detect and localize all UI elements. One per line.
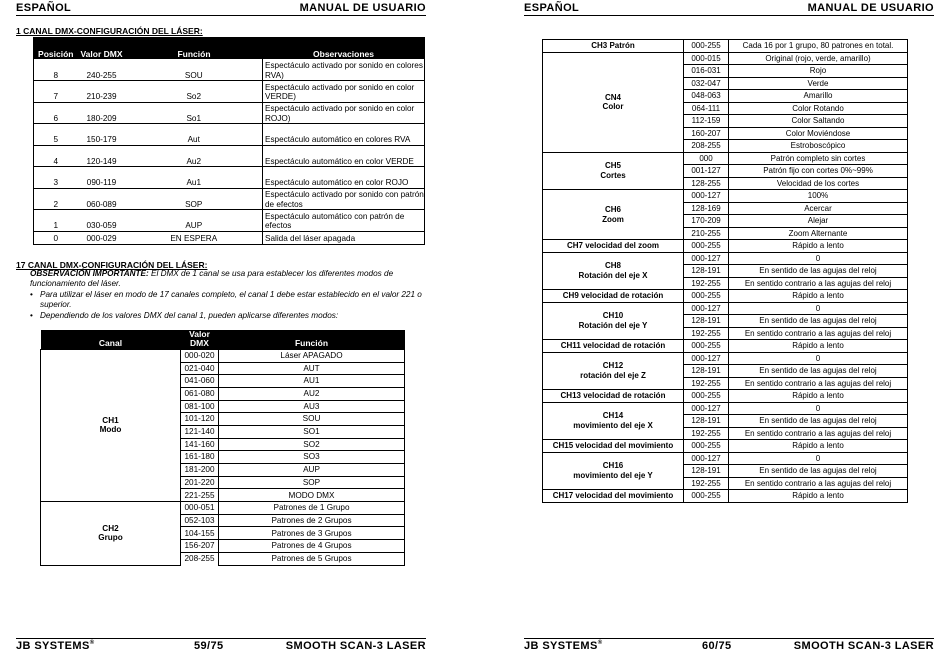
- dmx-value-cell: 192-255: [684, 277, 729, 290]
- dmx-value-cell: 000-029: [78, 231, 126, 244]
- right-page: [524, 0, 934, 654]
- channel-cell: [543, 490, 684, 503]
- page-number: 59/75: [194, 640, 224, 652]
- function-cell: Estroboscópico: [729, 140, 908, 153]
- dmx-value-cell: 000-255: [684, 440, 729, 453]
- channel-cell: [543, 52, 684, 152]
- dmx-value-cell: 000-127: [684, 302, 729, 315]
- page-footer: [16, 640, 426, 654]
- dmx-value-cell: 000-255: [684, 340, 729, 353]
- channel-cell: [543, 340, 684, 353]
- function-cell: SO1: [219, 425, 405, 438]
- function-cell: Patrones de 1 Grupo: [219, 502, 405, 515]
- table-row: [543, 302, 908, 315]
- header-divider: [524, 15, 934, 16]
- function-cell: Acercar: [729, 202, 908, 215]
- function-cell: AU3: [219, 400, 405, 413]
- observation-cell: Espectáculo automático en color ROJO: [263, 167, 425, 189]
- dmx-value-cell: 128-191: [684, 265, 729, 278]
- channel-cell: [543, 352, 684, 390]
- position-cell: 2: [34, 188, 78, 210]
- function-cell: Verde: [729, 77, 908, 90]
- function-cell: Rápido a lento: [729, 290, 908, 303]
- position-cell: 3: [34, 167, 78, 189]
- bullet-icon: •: [30, 311, 33, 320]
- function-cell: SOU: [219, 413, 405, 426]
- header-language: ESPAÑOL: [16, 2, 72, 14]
- dmx-value-cell: 032-047: [684, 77, 729, 90]
- footer-product: SMOOTH SCAN-3 LASER: [285, 640, 426, 652]
- function-cell: Rápido a lento: [729, 390, 908, 403]
- dmx-value-cell: 000-015: [684, 52, 729, 65]
- function-cell: Patrón fijo con cortes 0%~99%: [729, 165, 908, 178]
- function-cell: So1: [126, 102, 263, 124]
- function-cell: Aut: [126, 124, 263, 146]
- note-label: OBSERVACIÓN IMPORTANTE:: [30, 269, 149, 278]
- function-cell: SOU: [126, 59, 263, 81]
- function-cell: 0: [729, 402, 908, 415]
- channel-cell: [543, 252, 684, 290]
- function-cell: Patrones de 2 Grupos: [219, 514, 405, 527]
- function-cell: Color Rotando: [729, 102, 908, 115]
- function-cell: Original (rojo, verde, amarillo): [729, 52, 908, 65]
- function-cell: En sentido de las agujas del reloj: [729, 465, 908, 478]
- page-footer: [524, 640, 934, 654]
- table-row: [543, 240, 908, 253]
- function-cell: Amarillo: [729, 90, 908, 103]
- channel-cell: [543, 452, 684, 490]
- dmx-value-cell: 000-127: [684, 252, 729, 265]
- channel-name: movimiento del eje Y: [573, 470, 653, 480]
- channel-id: CH10: [602, 311, 624, 321]
- channel-cell: [543, 190, 684, 240]
- table-row: [34, 81, 425, 103]
- table-row: [543, 452, 908, 465]
- table-row: [34, 59, 425, 81]
- function-cell: En sentido de las agujas del reloj: [729, 415, 908, 428]
- one-channel-table: [33, 37, 425, 245]
- channel-name: Color: [602, 102, 624, 111]
- page-number: 60/75: [702, 640, 732, 652]
- dmx-value-cell: 000-127: [684, 402, 729, 415]
- channel-id: CH9 velocidad de rotación: [562, 291, 664, 301]
- position-cell: 1: [34, 210, 78, 232]
- dmx-value-cell: 021-040: [181, 362, 219, 375]
- dmx-value-cell: 192-255: [684, 477, 729, 490]
- function-cell: 100%: [729, 190, 908, 203]
- bullet-icon: •: [30, 290, 33, 299]
- channel-cell: [41, 349, 181, 501]
- dmx-value-cell: 128-169: [684, 202, 729, 215]
- table-row: [543, 290, 908, 303]
- table-row: [543, 352, 908, 365]
- dmx-value-cell: 000: [684, 152, 729, 165]
- dmx-value-cell: 048-063: [684, 90, 729, 103]
- dmx-value-cell: 170-209: [684, 215, 729, 228]
- dmx-value-cell: 141-160: [181, 438, 219, 451]
- function-cell: 0: [729, 452, 908, 465]
- function-cell: En sentido de las agujas del reloj: [729, 365, 908, 378]
- dmx-value-cell: 064-111: [684, 102, 729, 115]
- table-row: [543, 402, 908, 415]
- channel-id: CH6: [604, 205, 621, 215]
- function-cell: Rápido a lento: [729, 490, 908, 503]
- dmx-value-cell: 041-060: [181, 375, 219, 388]
- channel-id: CH7 velocidad del zoom: [566, 241, 660, 251]
- dmx-value-cell: 120-149: [78, 145, 126, 167]
- col-header-channel: Canal: [41, 330, 181, 349]
- channel-id: CH13 velocidad de rotación: [560, 391, 666, 401]
- table-row: [34, 231, 425, 244]
- page-header: [16, 2, 426, 16]
- dmx-value-cell: 000-255: [684, 240, 729, 253]
- footer-divider: [524, 638, 934, 639]
- function-cell: Láser APAGADO: [219, 349, 405, 362]
- channel-id: CH16: [602, 461, 624, 471]
- table-row: [543, 340, 908, 353]
- observation-cell: Espectáculo activado por sonido en colores RVA): [263, 59, 425, 81]
- channel-cell: [543, 390, 684, 403]
- bullet-item: [30, 311, 426, 321]
- function-cell: Cada 16 por 1 grupo, 80 patrones en total.: [729, 40, 908, 53]
- function-cell: Au2: [126, 145, 263, 167]
- function-cell: AUP: [126, 210, 263, 232]
- function-cell: AUT: [219, 362, 405, 375]
- dmx-value-cell: 240-255: [78, 59, 126, 81]
- channel-cell: [41, 502, 181, 565]
- function-cell: Rápido a lento: [729, 240, 908, 253]
- dmx-value-cell: 201-220: [181, 476, 219, 489]
- dmx-value-cell: 000-255: [684, 490, 729, 503]
- function-cell: 0: [729, 302, 908, 315]
- function-cell: AU2: [219, 387, 405, 400]
- dmx-value-cell: 208-255: [181, 552, 219, 565]
- function-cell: EN ESPERA: [126, 231, 263, 244]
- function-cell: En sentido contrario a las agujas del reloj: [729, 327, 908, 340]
- dmx-value-cell: 180-209: [78, 102, 126, 124]
- channel-name: rotación del eje Z: [580, 370, 646, 380]
- dmx-value-cell: 121-140: [181, 425, 219, 438]
- dmx-value-cell: 000-127: [684, 190, 729, 203]
- function-cell: Color Moviéndose: [729, 127, 908, 140]
- function-cell: Patrón completo sin cortes: [729, 152, 908, 165]
- dmx-value-cell: 000-051: [181, 502, 219, 515]
- bullet-text: Dependiendo de los valores DMX del canal 1, pueden aplicarse diferentes modos:: [40, 311, 339, 320]
- footer-brand: JB SYSTEMS®: [524, 640, 603, 652]
- dmx-value-cell: 104-155: [181, 527, 219, 540]
- table-row: [34, 167, 425, 189]
- left-page: [16, 0, 426, 654]
- table-row: [41, 502, 405, 515]
- function-cell: AU1: [219, 375, 405, 388]
- dmx-value-cell: 016-031: [684, 65, 729, 78]
- dmx-value-cell: 081-100: [181, 400, 219, 413]
- channel-name: Rotación del eje X: [578, 270, 648, 280]
- channel-id: CH11 velocidad de rotación: [560, 341, 666, 351]
- table-row: [34, 145, 425, 167]
- dmx-value-cell: 112-159: [684, 115, 729, 128]
- channel-name: Zoom: [602, 214, 624, 224]
- dmx-value-cell: 090-119: [78, 167, 126, 189]
- function-cell: Rápido a lento: [729, 440, 908, 453]
- channel-id: CH12: [602, 361, 624, 371]
- section-1-channel-title: 1 CANAL DMX-CONFIGURACIÓN DEL LÁSER:: [16, 26, 203, 36]
- observation-cell: Espectáculo activado por sonido en color VERDE): [263, 81, 425, 103]
- function-cell: En sentido contrario a las agujas del reloj: [729, 277, 908, 290]
- col-header-position: Posición: [34, 37, 78, 59]
- position-cell: 5: [34, 124, 78, 146]
- dmx-value-cell: 060-089: [78, 188, 126, 210]
- dmx-value-cell: 061-080: [181, 387, 219, 400]
- function-cell: Zoom Alternante: [729, 227, 908, 240]
- dmx-value-cell: 150-179: [78, 124, 126, 146]
- function-cell: MODO DMX: [219, 489, 405, 502]
- function-cell: En sentido contrario a las agujas del reloj: [729, 377, 908, 390]
- dmx-value-cell: 160-207: [684, 127, 729, 140]
- position-cell: 0: [34, 231, 78, 244]
- dmx-value-cell: 128-191: [684, 415, 729, 428]
- table-row: [34, 102, 425, 124]
- header-divider: [16, 15, 426, 16]
- function-cell: AUP: [219, 464, 405, 477]
- function-cell: Rojo: [729, 65, 908, 78]
- channel-cell: [543, 440, 684, 453]
- channel-id: CH2: [102, 523, 119, 533]
- page-header: [524, 2, 934, 16]
- position-cell: 6: [34, 102, 78, 124]
- dmx-value-cell: 128-255: [684, 177, 729, 190]
- channel-name: Rotación del eje Y: [578, 320, 648, 330]
- seventeen-channel-table-ch1-ch2: [40, 330, 405, 566]
- dmx-value-cell: 000-255: [684, 290, 729, 303]
- col-header-dmx-value: Valor DMX: [181, 330, 219, 349]
- header-manual-title: MANUAL DE USUARIO: [299, 2, 426, 14]
- dmx-value-cell: 181-200: [181, 464, 219, 477]
- function-cell: SOP: [126, 188, 263, 210]
- channel-id: CH14: [602, 411, 624, 421]
- table-row: [543, 390, 908, 403]
- function-cell: Velocidad de los cortes: [729, 177, 908, 190]
- important-note: [30, 269, 426, 288]
- function-cell: Alejar: [729, 215, 908, 228]
- channel-id: CH17 velocidad del movimiento: [552, 491, 674, 501]
- function-cell: Au1: [126, 167, 263, 189]
- channel-id: CH8: [604, 261, 621, 271]
- function-cell: En sentido de las agujas del reloj: [729, 265, 908, 278]
- table-row: [543, 152, 908, 165]
- dmx-value-cell: 128-191: [684, 465, 729, 478]
- dmx-value-cell: 128-191: [684, 365, 729, 378]
- header-manual-title: MANUAL DE USUARIO: [807, 2, 934, 14]
- channels-3-17-table: [542, 39, 908, 503]
- channel-cell: [543, 302, 684, 340]
- position-cell: 4: [34, 145, 78, 167]
- observation-cell: Espectáculo activado por sonido con patrón de efectos: [263, 188, 425, 210]
- position-cell: 8: [34, 59, 78, 81]
- dmx-value-cell: 208-255: [684, 140, 729, 153]
- col-header-observations: Observaciones: [263, 37, 425, 59]
- dmx-value-cell: 052-103: [181, 514, 219, 527]
- channel-id: CH1: [102, 416, 119, 426]
- col-header-function: Función: [126, 37, 263, 59]
- channel-id: CN4: [604, 92, 621, 102]
- dmx-value-cell: 000-020: [181, 349, 219, 362]
- section-17-channel-title: 17 CANAL DMX-CONFIGURACIÓN DEL LÁSER:: [16, 260, 208, 270]
- observation-cell: Salida del láser apagada: [263, 231, 425, 244]
- observation-cell: Espectáculo automático en color VERDE: [263, 145, 425, 167]
- function-cell: SOP: [219, 476, 405, 489]
- table-row: [543, 190, 908, 203]
- footer-divider: [16, 638, 426, 639]
- table-row: [543, 40, 908, 53]
- table-row: [543, 252, 908, 265]
- channel-cell: [543, 40, 684, 53]
- table-row: [34, 188, 425, 210]
- function-cell: En sentido contrario a las agujas del reloj: [729, 477, 908, 490]
- function-cell: So2: [126, 81, 263, 103]
- function-cell: Patrones de 3 Grupos: [219, 527, 405, 540]
- col-header-dmx-value: Valor DMX: [78, 37, 126, 59]
- channel-cell: [543, 402, 684, 440]
- table-row: [543, 440, 908, 453]
- dmx-value-cell: 000-255: [684, 40, 729, 53]
- dmx-value-cell: 000-127: [684, 452, 729, 465]
- note-text: El DMX de 1 canal se usa para establecer los diferentes modos de funcionamiento del láser.: [30, 269, 394, 288]
- dmx-value-cell: 128-191: [684, 315, 729, 328]
- function-cell: SO3: [219, 451, 405, 464]
- function-cell: Rápido a lento: [729, 340, 908, 353]
- table-row: [543, 490, 908, 503]
- channel-name: Grupo: [98, 533, 123, 543]
- table-row: [41, 349, 405, 362]
- position-cell: 7: [34, 81, 78, 103]
- channel-id: CH5: [604, 161, 621, 171]
- dmx-value-cell: 210-239: [78, 81, 126, 103]
- dmx-value-cell: 221-255: [181, 489, 219, 502]
- function-cell: Color Saltando: [729, 115, 908, 128]
- channel-name: Cortes: [600, 170, 626, 180]
- dmx-value-cell: 030-059: [78, 210, 126, 232]
- dmx-value-cell: 192-255: [684, 427, 729, 440]
- header-language: ESPAÑOL: [524, 2, 580, 14]
- dmx-value-cell: 161-180: [181, 451, 219, 464]
- channel-name: movimiento del eje X: [573, 420, 653, 430]
- table-row: [34, 124, 425, 146]
- observation-cell: Espectáculo automático en colores RVA: [263, 124, 425, 146]
- function-cell: 0: [729, 352, 908, 365]
- dmx-value-cell: 192-255: [684, 327, 729, 340]
- bullet-text: Para utilizar el láser en modo de 17 canales completo, el canal 1 debe estar establecido en el valor 221 o superior.: [40, 290, 422, 309]
- dmx-value-cell: 156-207: [181, 540, 219, 553]
- function-cell: 0: [729, 252, 908, 265]
- channel-id: CH15 velocidad del movimiento: [552, 441, 674, 451]
- bullet-item: [30, 290, 426, 310]
- dmx-value-cell: 210-255: [684, 227, 729, 240]
- table-row: [543, 52, 908, 65]
- footer-brand: JB SYSTEMS®: [16, 640, 95, 652]
- channel-cell: [543, 290, 684, 303]
- channel-name: Modo: [99, 425, 122, 435]
- dmx-value-cell: 000-255: [684, 390, 729, 403]
- channel-cell: [543, 152, 684, 190]
- dmx-value-cell: 101-120: [181, 413, 219, 426]
- function-cell: En sentido de las agujas del reloj: [729, 315, 908, 328]
- footer-product: SMOOTH SCAN-3 LASER: [793, 640, 934, 652]
- table-row: [34, 210, 425, 232]
- dmx-value-cell: 000-127: [684, 352, 729, 365]
- channel-cell: [543, 240, 684, 253]
- function-cell: Patrones de 5 Grupos: [219, 552, 405, 565]
- channel-id: CH3 Patrón: [591, 41, 635, 51]
- dmx-value-cell: 001-127: [684, 165, 729, 178]
- observation-cell: Espectáculo activado por sonido en color ROJO): [263, 102, 425, 124]
- function-cell: Patrones de 4 Grupos: [219, 540, 405, 553]
- function-cell: SO2: [219, 438, 405, 451]
- dmx-value-cell: 192-255: [684, 377, 729, 390]
- observation-cell: Espectáculo automático con patrón de efectos: [263, 210, 425, 232]
- col-header-function: Función: [219, 330, 405, 349]
- function-cell: En sentido contrario a las agujas del reloj: [729, 427, 908, 440]
